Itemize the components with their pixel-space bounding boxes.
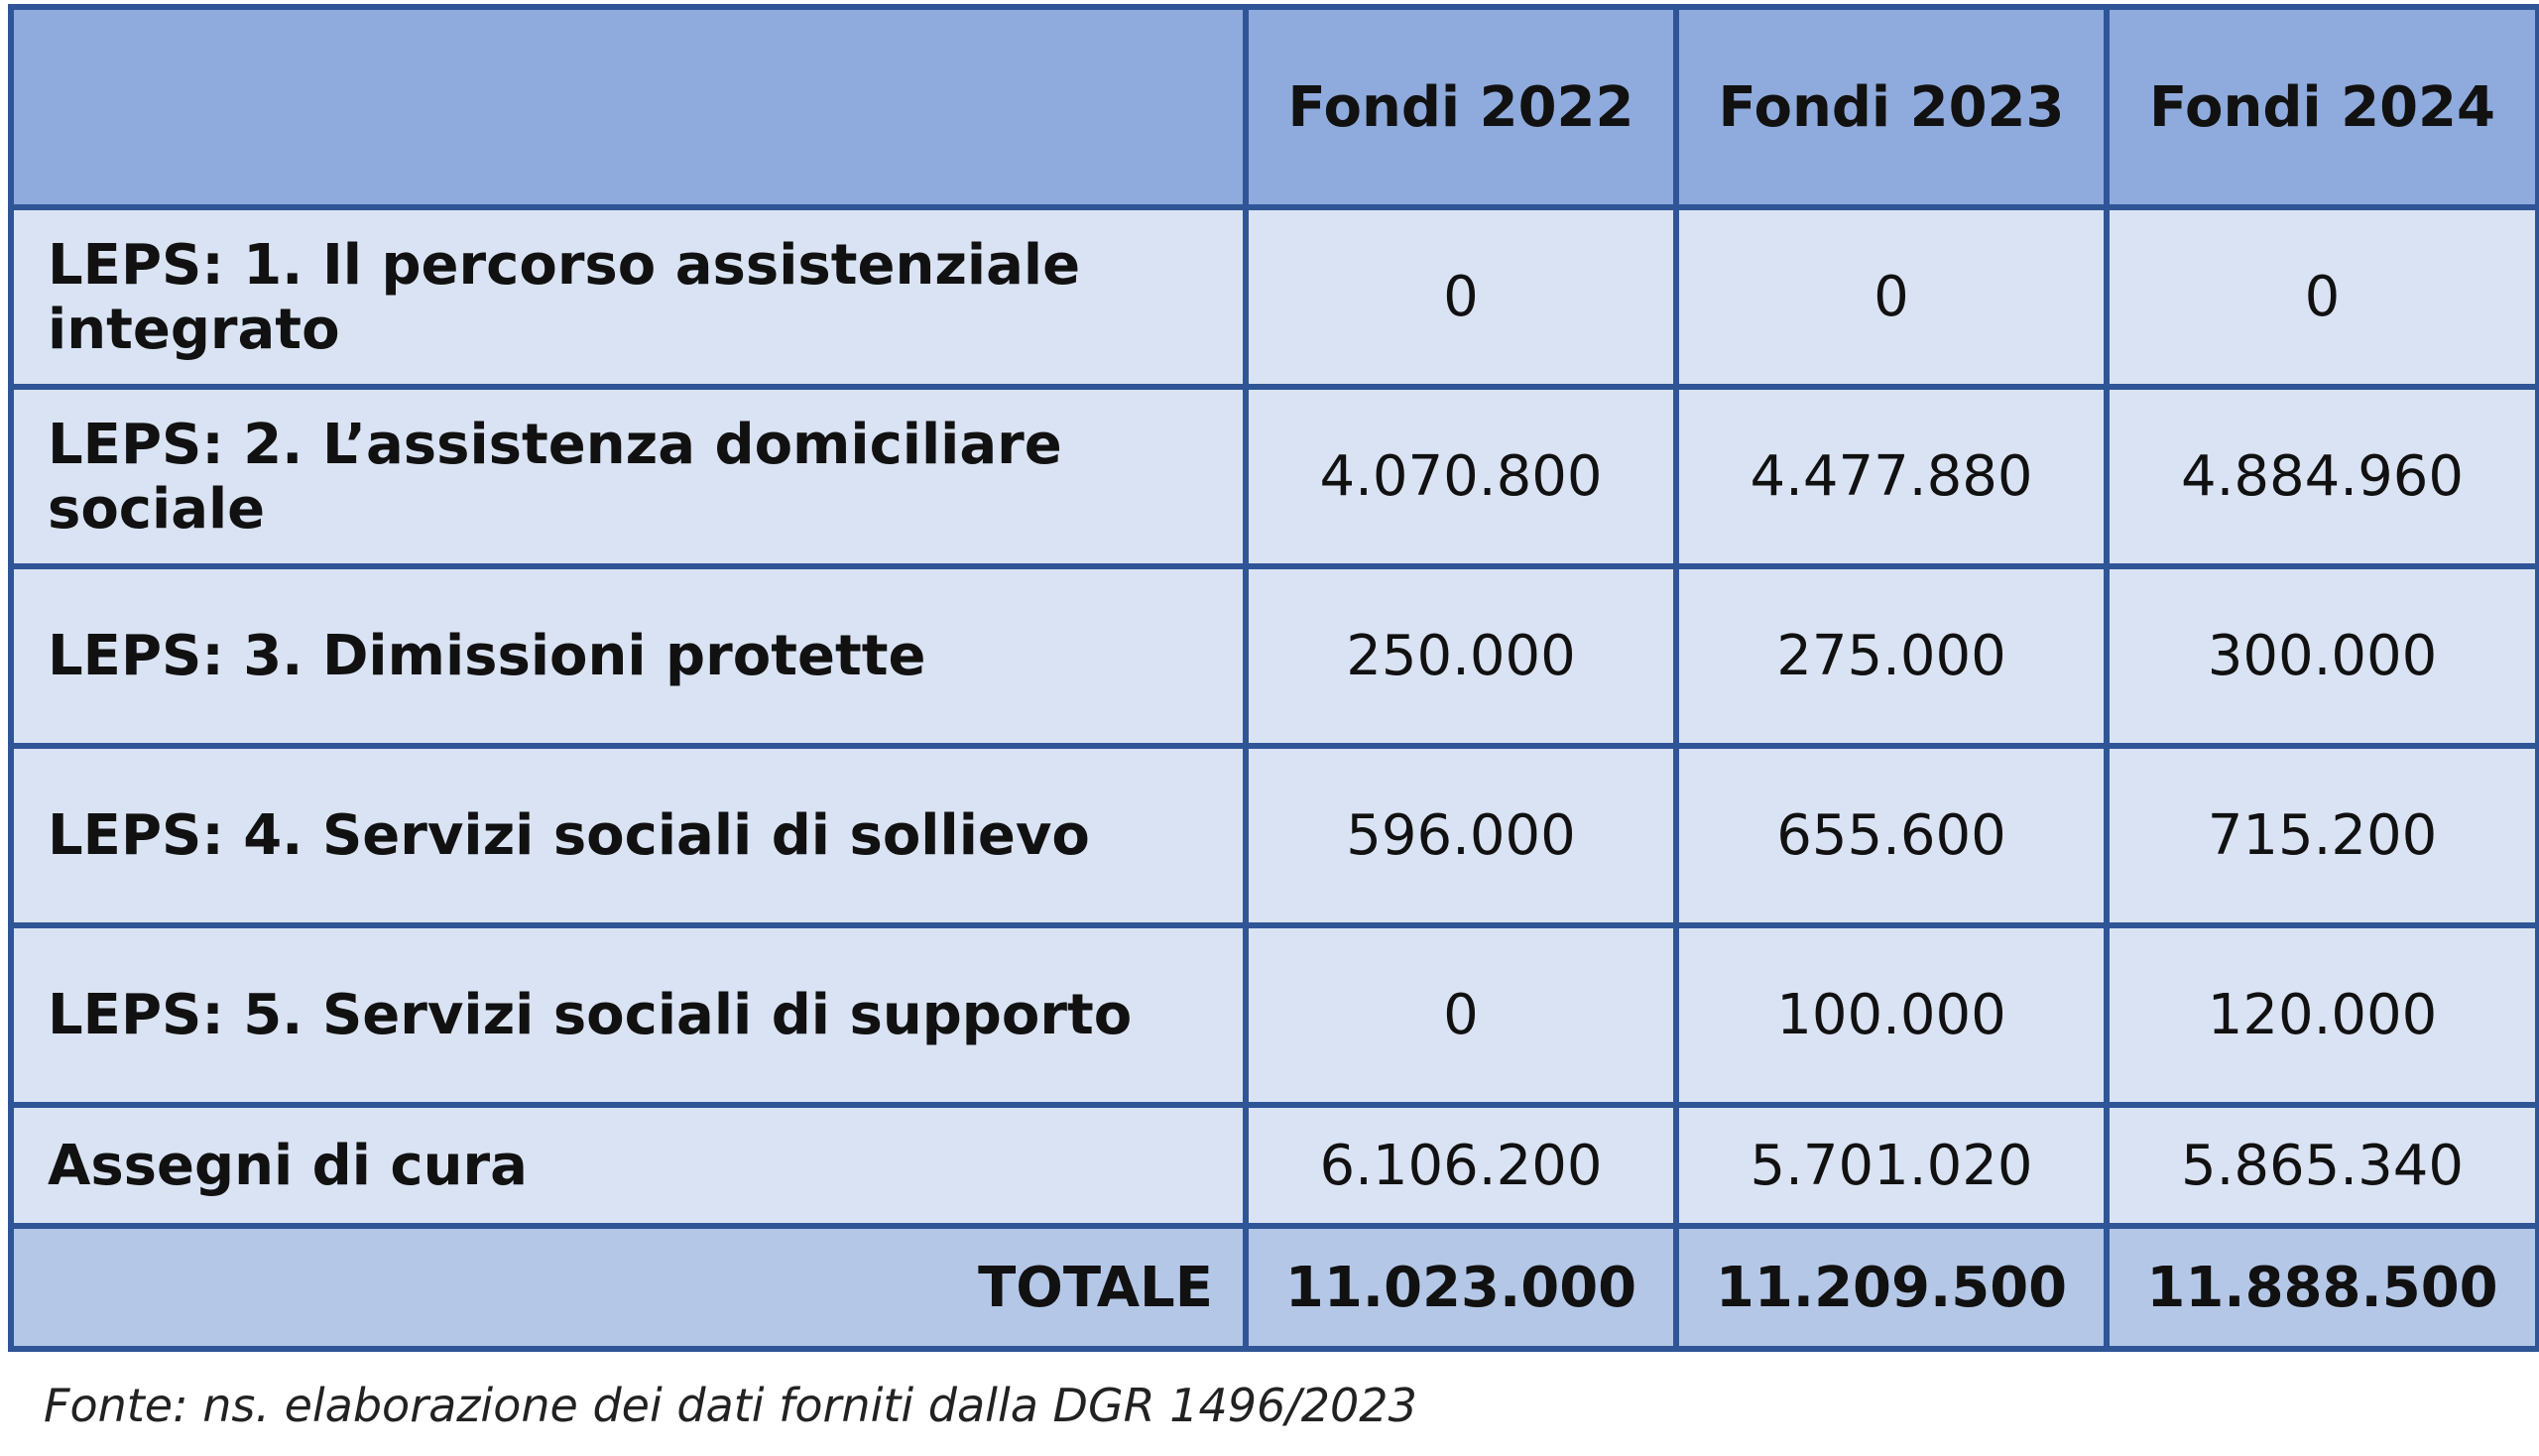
row-label: LEPS: 2. L’assistenza domiciliare sociale — [11, 387, 1246, 566]
total-row — [11, 1226, 2538, 1349]
total-value-2022: 11.023.000 — [1246, 1226, 1676, 1349]
cell-value-2024: 0 — [2107, 207, 2538, 387]
cell-value-2024: 120.000 — [2107, 925, 2538, 1105]
row-label: LEPS: 3. Dimissioni protette — [11, 566, 1246, 746]
row-label: LEPS: 4. Servizi sociali di sollievo — [11, 746, 1246, 925]
cell-value-2022: 250.000 — [1246, 566, 1676, 746]
cell-value-2023: 4.477.880 — [1676, 387, 2107, 566]
cell-value-2022: 4.070.800 — [1246, 387, 1676, 566]
cell-value-2024: 715.200 — [2107, 746, 2538, 925]
cell-value-2022: 0 — [1246, 207, 1676, 387]
cell-value-2024: 5.865.340 — [2107, 1105, 2538, 1226]
funding-table — [8, 4, 2539, 1352]
table-row — [11, 387, 2538, 566]
cell-value-2024: 4.884.960 — [2107, 387, 2538, 566]
table-row — [11, 925, 2538, 1105]
cell-value-2023: 275.000 — [1676, 566, 2107, 746]
cell-value-2023: 0 — [1676, 207, 2107, 387]
header-cell-fondi-2023: Fondi 2023 — [1676, 7, 2107, 207]
table-footer — [11, 1226, 2538, 1349]
header-cell-fondi-2022: Fondi 2022 — [1246, 7, 1676, 207]
header-cell-fondi-2024: Fondi 2024 — [2107, 7, 2538, 207]
cell-value-2024: 300.000 — [2107, 566, 2538, 746]
table-row — [11, 1105, 2538, 1226]
source-note: Fonte: ns. elaborazione dei dati forniti dalla DGR 1496/2023 — [44, 1379, 1417, 1432]
total-value-2024: 11.888.500 — [2107, 1226, 2538, 1349]
table-body — [11, 207, 2538, 1226]
row-label: LEPS: 5. Servizi sociali di supporto — [11, 925, 1246, 1105]
funding-table-container — [8, 4, 2535, 1352]
total-value-2023: 11.209.500 — [1676, 1226, 2107, 1349]
table-row — [11, 207, 2538, 387]
cell-value-2023: 5.701.020 — [1676, 1105, 2107, 1226]
cell-value-2023: 100.000 — [1676, 925, 2107, 1105]
table-header — [11, 7, 2538, 207]
cell-value-2022: 596.000 — [1246, 746, 1676, 925]
cell-value-2022: 6.106.200 — [1246, 1105, 1676, 1226]
cell-value-2023: 655.600 — [1676, 746, 2107, 925]
header-row — [11, 7, 2538, 207]
header-cell-empty — [11, 7, 1246, 207]
table-row — [11, 746, 2538, 925]
total-label: TOTALE — [11, 1226, 1246, 1349]
table-row — [11, 566, 2538, 746]
row-label: LEPS: 1. Il percorso assistenziale integrato — [11, 207, 1246, 387]
cell-value-2022: 0 — [1246, 925, 1676, 1105]
row-label: Assegni di cura — [11, 1105, 1246, 1226]
